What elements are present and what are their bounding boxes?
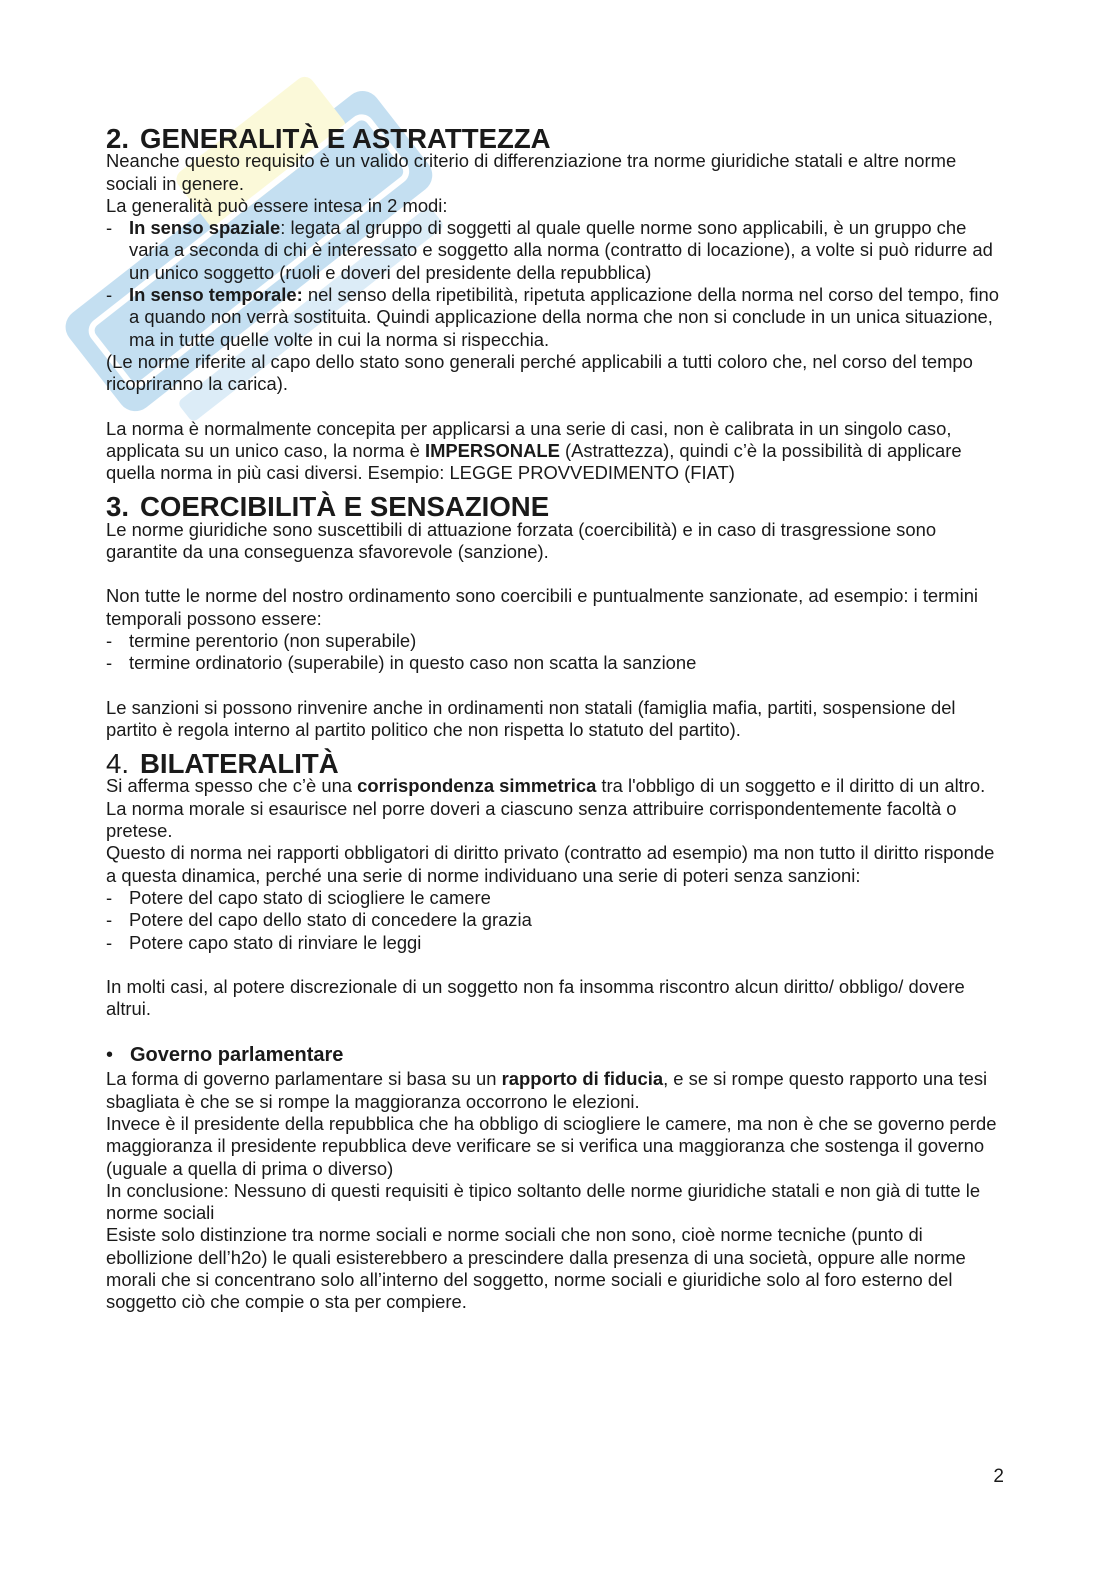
list-item-term: In senso spaziale — [129, 217, 281, 239]
list-item — [106, 284, 1006, 351]
list-item-term: In senso temporale: — [129, 284, 303, 306]
list-item: - Potere del capo dello stato di concedere la grazia — [106, 909, 1006, 931]
section-4-paragraph: La norma morale si esaurisce nel porre doveri a ciascuno senza attribuire corrispondentemente facoltà o pretese. — [106, 797, 957, 842]
bullet-icon: • — [106, 1044, 114, 1067]
section-4-heading — [106, 748, 1006, 780]
governo-paragraph: In conclusione: Nessuno di questi requisiti è tipico soltanto delle norme giuridiche statali e non già di tutte le norme sociali — [106, 1179, 981, 1224]
bold-term: IMPERSONALE — [424, 439, 560, 461]
governo-title: Governo parlamentare — [130, 1044, 344, 1067]
section-2-title: GENERALITÀ E ASTRATTEZZA — [140, 123, 551, 154]
section-4-title: BILATERALITÀ — [140, 748, 339, 780]
text-run: Si afferma spesso che c’è una — [106, 775, 358, 797]
governo-paragraph: Invece è il presidente della repubblica che ha obbligo di sciogliere le camere, ma non è che se governo perde maggioranza il presidente repubblica deve verificare se si verifica una maggioranza che sostenga il governo (uguale a quella di prima o diverso) — [106, 1112, 997, 1179]
generality-list — [106, 217, 1006, 351]
list-item-text: nel senso della ripetibilità, ripetuta applicazione della norma nel corso del tempo, fino a quando non verrà sostituita. Quindi applicazione della norma che non si conclude in un unica situazione, ma in tutte quelle volte in cui la norma si rispecchia. — [129, 284, 999, 350]
section-3-heading — [106, 491, 1006, 523]
text-run: , e se si rompe questo rapporto una tesi sbagliata è che se si rompe la maggioranza occorrono le elezioni. — [106, 1068, 988, 1112]
section-3-paragraph: Le norme giuridiche sono suscettibili di attuazione forzata (coercibilità) e in caso di trasgressione sono garantite da una conseguenza sfavorevole (sanzione). — [106, 518, 937, 563]
text-run: La forma di governo parlamentare si basa su un — [106, 1068, 502, 1090]
section-2-paragraph: Neanche questo requisito è un valido criterio di differenziazione tra norme giuridiche statali e altre norme sociali in genere. — [106, 150, 957, 194]
list-item-text: : legata al gruppo di soggetti al quale quelle norme sono applicabili, è un gruppo che varia a seconda di chi è interessato e soggetto alla norma (contratto di locazione), a volte si può ridurre ad un unico soggetto (ruoli e doveri del presidente della repubblica) — [129, 217, 993, 283]
governo-paragraph: Esiste solo distinzione tra norme sociali e norme sociali che non sono, cioè norme tecniche (punto di ebollizione dell’h2o) le quali esisterebbero a prescindere dalla presenza di una società, oppure alle norme morali che si concentrano solo all’interno del soggetto, norme sociali e giuridiche solo al foro esterno del soggetto ciò che compie o sta per compiere. — [106, 1224, 966, 1313]
powers-list — [106, 887, 1006, 954]
section-3-title: COERCIBILITÀ E SENSAZIONE — [140, 491, 550, 523]
text-run: (Astrattezza), quindi c’è la possibilità di applicare quella norma in più casi diversi. Esempio: LEGGE PROVVEDIMENTO (FIAT) — [106, 439, 962, 484]
section-2-paragraph: La generalità può essere intesa in 2 modi: — [106, 194, 448, 216]
section-3-number: 3. — [106, 491, 129, 523]
governo-heading — [106, 1042, 1006, 1068]
bold-term: corrispondenza simmetrica — [357, 775, 597, 797]
section-2-heading — [106, 123, 1006, 154]
section-2-paragraph — [106, 418, 1006, 485]
section-3-paragraph: Non tutte le norme del nostro ordinamento sono coercibili e puntualmente sanzionate, ad esempio: i termini temporali possono essere: — [106, 585, 979, 629]
section-2-paragraph: (Le norme riferite al capo dello stato sono generali perché applicabili a tutti coloro che, nel corso del tempo ricopriranno la carica). — [106, 350, 973, 395]
bold-term: rapporto di fiducia — [501, 1068, 664, 1090]
list-item: - Potere capo stato di rinviare le leggi — [106, 932, 1006, 954]
section-3-paragraph: Le sanzioni si possono rinvenire anche in ordinamenti non statali (famiglia mafia, partiti, sospensione del partito è regola interno al partito politico che non rispetta lo statuto del partito). — [106, 696, 956, 740]
list-item: - Potere del capo stato di sciogliere le camere — [106, 887, 1006, 909]
page-number: 2 — [993, 1466, 1004, 1487]
text-run: La norma è normalmente concepita per applicarsi a una serie di casi, non è calibrata in un singolo caso, applicata su un unico caso, la norma è — [106, 417, 952, 461]
section-4-paragraph: In molti casi, al potere discrezionale di un soggetto non fa insomma riscontro alcun diritto/ obbligo/ dovere altrui. — [106, 975, 965, 1020]
section-4-paragraph — [106, 775, 1006, 797]
section-4-paragraph: Questo di norma nei rapporti obbligatori di diritto privato (contratto ad esempio) ma non tutto il diritto risponde a questa dinamica, perché una serie di norme individuano una serie di poteri senza sanzioni: — [106, 842, 995, 886]
document-page — [106, 123, 1006, 1314]
terms-list — [106, 630, 1006, 675]
list-item: - termine ordinatorio (superabile) in questo caso non scatta la sanzione — [106, 652, 1006, 674]
list-item — [106, 217, 1006, 284]
text-run: tra l'obbligo di un soggetto e il diritto di un altro. — [596, 775, 986, 797]
governo-paragraph — [106, 1068, 1006, 1113]
section-2-number: 2. — [106, 123, 129, 154]
list-item: - termine perentorio (non superabile) — [106, 630, 1006, 652]
section-4-number: 4. — [106, 748, 129, 780]
